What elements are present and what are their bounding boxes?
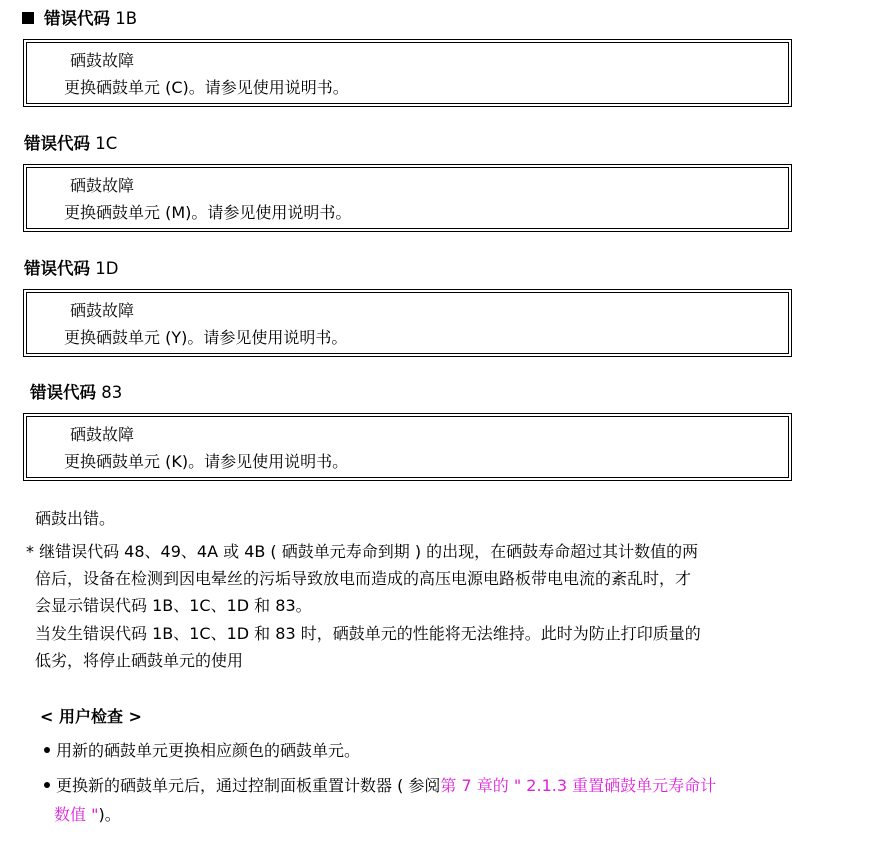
fault-text: 硒鼓故障 — [70, 176, 135, 195]
chapter-reference-link-cont[interactable]: 数值 " — [54, 805, 99, 824]
item-text-end: )。 — [98, 805, 121, 824]
error-code: 1D — [95, 259, 119, 278]
bullet-icon — [44, 747, 50, 753]
action-text: 更换硒鼓单元 (M)。请参见使用说明书。 — [64, 203, 352, 222]
note-line-2: 倍后，设备在检测到因电晕丝的污垢导致放电而造成的高压电源电路板带电电流的紊乱时，才 — [35, 569, 692, 588]
error-box-1d — [23, 289, 792, 357]
fault-text: 硒鼓故障 — [70, 301, 135, 320]
error-heading-prefix: 错误代码 — [24, 259, 90, 278]
user-check-item-2-cont — [54, 805, 121, 825]
note-line-3: 会显示错误代码 1B、1C、1D 和 83。 — [35, 596, 312, 615]
error-heading-1b — [22, 8, 137, 30]
action-text: 更换硒鼓单元 (K)。请参见使用说明书。 — [64, 452, 349, 471]
user-check-item-1 — [44, 741, 360, 761]
error-box-1c — [23, 164, 792, 232]
error-code: 83 — [101, 383, 123, 402]
error-code: 1B — [115, 9, 138, 28]
error-box-1b — [23, 39, 792, 107]
error-code: 1C — [95, 134, 118, 153]
note-line-5: 低劣，将停止硒鼓单元的使用 — [35, 651, 244, 670]
error-heading-1c — [24, 133, 117, 155]
note-line-4: 当发生错误代码 1B、1C、1D 和 83 时，硒鼓单元的性能将无法维持。此时为防止打印质量的 — [35, 624, 701, 643]
error-heading-prefix: 错误代码 — [24, 134, 90, 153]
action-text: 更换硒鼓单元 (Y)。请参见使用说明书。 — [64, 328, 348, 347]
bullet-icon — [44, 782, 50, 788]
item-text: 用新的硒鼓单元更换相应颜色的硒鼓单元。 — [56, 741, 361, 760]
fault-text: 硒鼓故障 — [70, 425, 135, 444]
user-check-title: < 用户检查 > — [40, 707, 142, 726]
error-heading-prefix: 错误代码 — [30, 383, 96, 402]
user-check-item-2 — [44, 776, 716, 796]
item-text: 更换新的硒鼓单元后，通过控制面板重置计数器 ( 参阅 — [56, 776, 441, 795]
action-text: 更换硒鼓单元 (C)。请参见使用说明书。 — [64, 78, 349, 97]
chapter-reference-link[interactable]: 第 7 章的 " 2.1.3 重置硒鼓单元寿命计 — [440, 776, 717, 795]
error-heading-prefix: 错误代码 — [44, 9, 110, 28]
note-line-1: * 继错误代码 48、49、4A 或 4B ( 硒鼓单元寿命到期 ) 的出现，在硒鼓寿命超过其计数值的两 — [26, 542, 699, 561]
summary-text: 硒鼓出错。 — [35, 509, 116, 528]
error-heading-1d — [24, 258, 118, 280]
square-bullet-icon — [22, 12, 34, 24]
error-heading-83 — [30, 382, 122, 404]
fault-text: 硒鼓故障 — [70, 51, 135, 70]
error-box-83 — [23, 413, 792, 481]
